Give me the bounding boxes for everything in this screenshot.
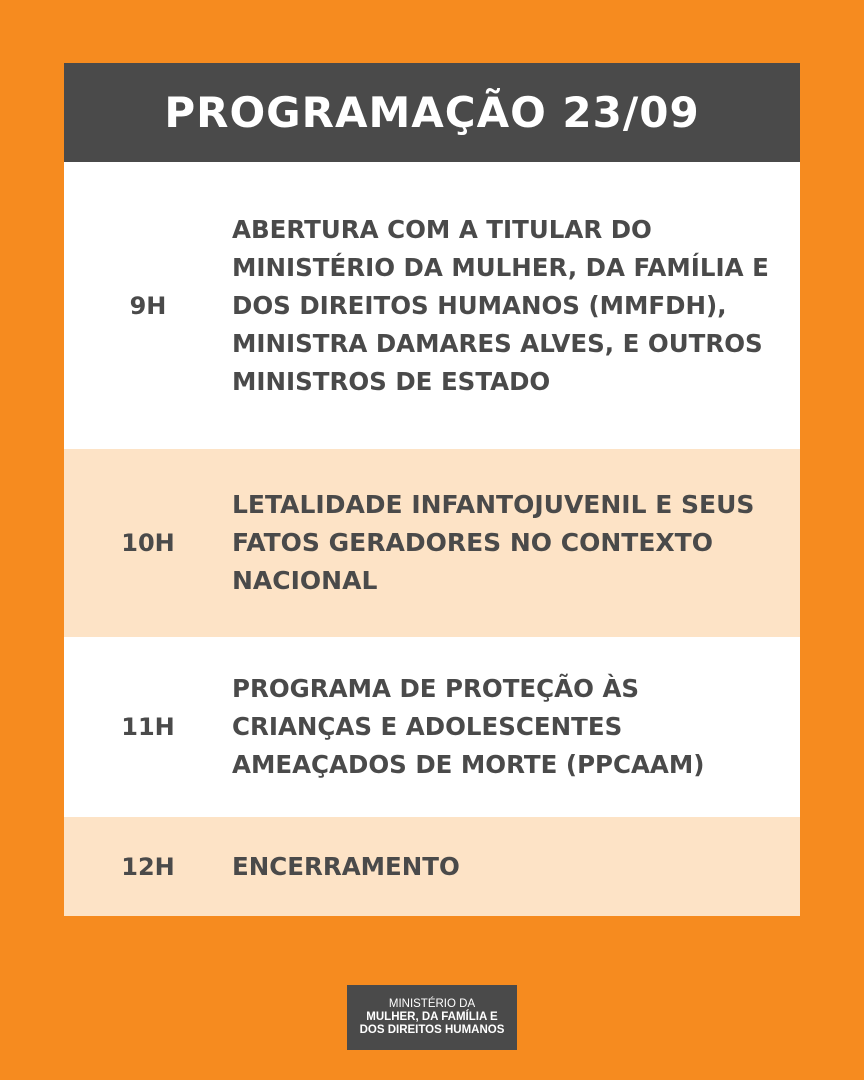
logo-line: DOS DIREITOS HUMANOS [359, 1024, 505, 1036]
schedule-description: PROGRAMA DE PROTEÇÃO ÀS CRIANÇAS E ADOLESCENTES AMEAÇADOS DE MORTE (PPCAAM) [232, 674, 705, 779]
logo-line: MULHER, DA FAMÍLIA E [366, 1011, 498, 1023]
schedule-card [64, 63, 800, 916]
schedule-description: LETALIDADE INFANTOJUVENIL E SEUS FATOS GERADORES NO CONTEXTO NACIONAL [232, 490, 755, 595]
schedule-row [64, 449, 800, 637]
schedule-time: 10H [121, 529, 175, 557]
schedule-time: 9H [129, 291, 167, 320]
schedule-time: 11H [121, 713, 175, 741]
schedule-time: 12H [121, 852, 175, 881]
schedule-description: ENCERRAMENTO [232, 851, 460, 881]
logo-line: MINISTÉRIO DA [388, 998, 476, 1010]
page-title: PROGRAMAÇÃO 23/09 [64, 63, 800, 162]
schedule-row [64, 162, 800, 449]
ministry-logo [347, 985, 517, 1050]
schedule-description: ABERTURA COM A TITULAR DO MINISTÉRIO DA MULHER, DA FAMÍLIA E DOS DIREITOS HUMANOS (MMFDH), MINISTRA DAMARES ALVES, E OUTROS MINISTROS DE ESTADO [232, 214, 769, 396]
schedule-row [64, 817, 800, 916]
schedule-row [64, 637, 800, 817]
